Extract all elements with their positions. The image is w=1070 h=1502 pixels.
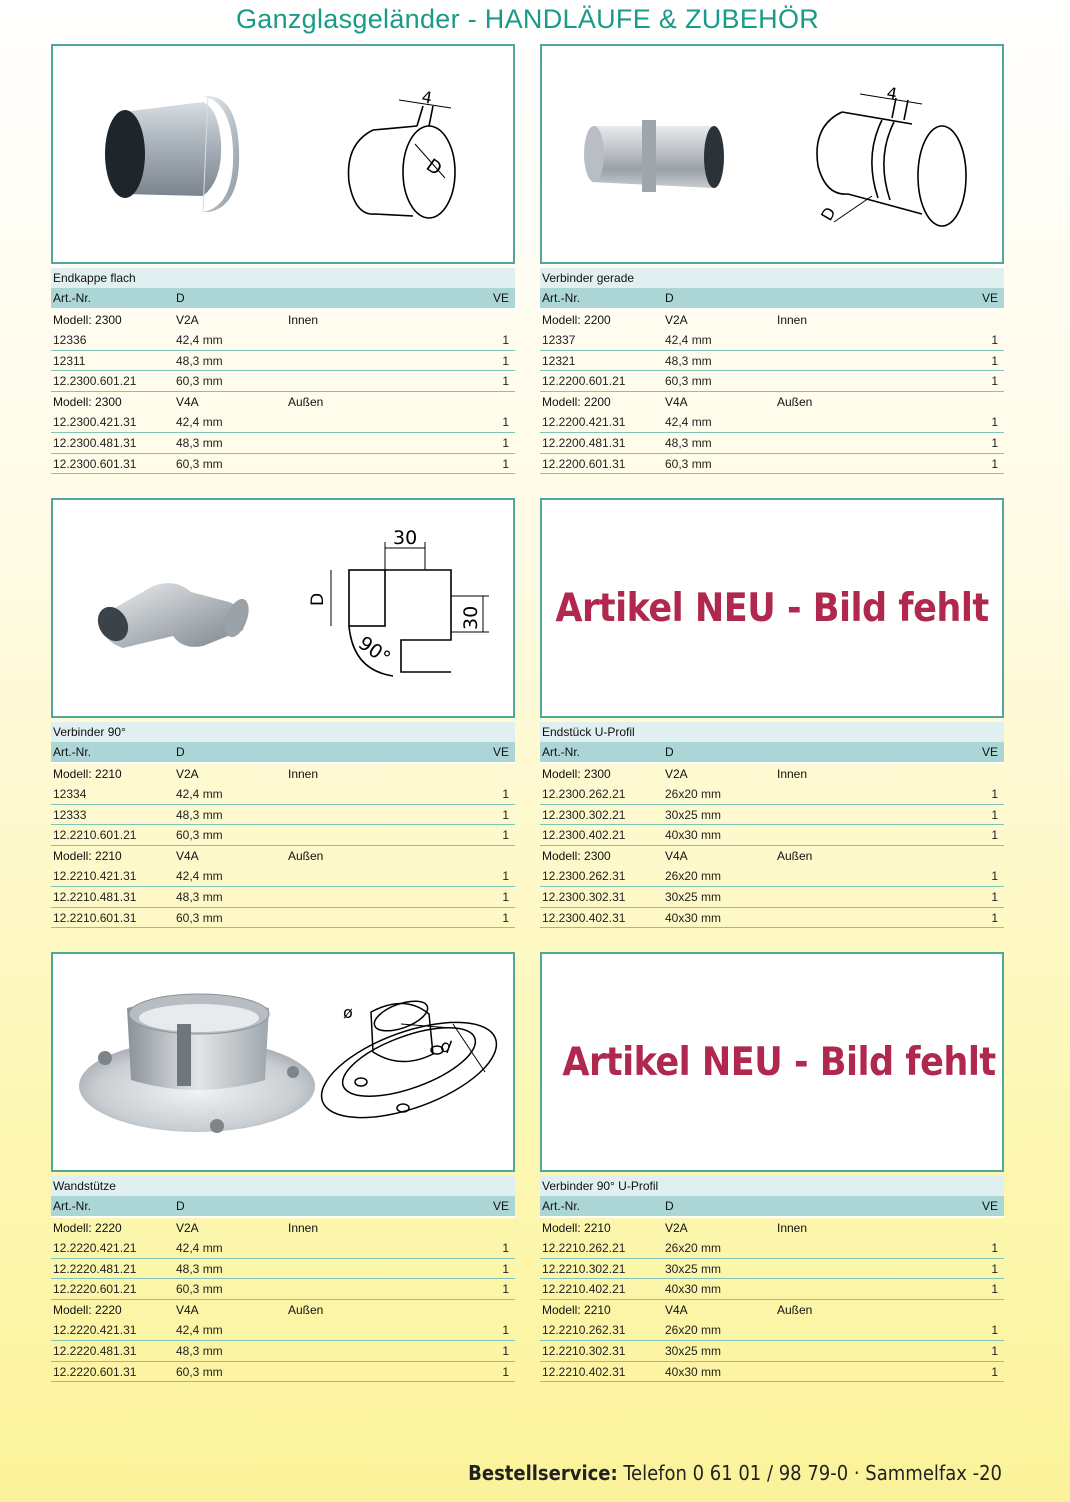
ve: 1 (502, 786, 509, 801)
model-row (51, 1218, 515, 1238)
table-row (540, 371, 1004, 392)
art-nr: 12.2300.262.21 (542, 786, 626, 801)
diameter: 42,4 mm (176, 332, 223, 347)
ve: 1 (502, 353, 509, 368)
ve: 1 (502, 889, 509, 904)
model-name: Modell: 2200 (542, 313, 611, 327)
header-ve: VE (981, 745, 998, 759)
ve: 1 (991, 1322, 998, 1337)
header-art-nr: Art.-Nr. (53, 291, 91, 305)
table-row (540, 1238, 1004, 1259)
product-title: Verbinder 90° U-Profil (540, 1176, 1004, 1196)
material: V4A (176, 395, 199, 410)
model-name: Modell: 2300 (53, 313, 122, 327)
header-d: D (176, 1199, 185, 1213)
header-ve: VE (981, 291, 998, 305)
model-row (540, 846, 1004, 866)
table-row (540, 825, 1004, 846)
model-name: Modell: 2210 (542, 1221, 611, 1235)
diameter: 42,4 mm (176, 1322, 223, 1337)
art-nr: 12321 (542, 353, 576, 368)
end-cap-illustration (53, 46, 513, 262)
ve: 1 (502, 435, 509, 450)
ve: 1 (502, 374, 509, 389)
diameter: 26x20 mm (665, 1240, 722, 1255)
position: Innen (288, 313, 319, 327)
table-row (51, 805, 515, 826)
position: Innen (777, 313, 808, 327)
ve: 1 (991, 889, 998, 904)
ve: 1 (502, 828, 509, 843)
table-row (540, 330, 1004, 351)
table-row (51, 351, 515, 372)
ve: 1 (991, 374, 998, 389)
model-row (51, 764, 515, 784)
ve: 1 (991, 353, 998, 368)
product-card (51, 952, 515, 1382)
position: Außen (288, 395, 324, 410)
position: Außen (777, 849, 813, 864)
position: Außen (777, 1303, 813, 1318)
ve: 1 (502, 868, 509, 883)
art-nr: 12.2200.601.31 (542, 456, 626, 471)
header-d: D (665, 745, 674, 759)
model-row (540, 310, 1004, 330)
header-art-nr: Art.-Nr. (53, 1199, 91, 1213)
ve: 1 (991, 456, 998, 471)
diameter: 60,3 mm (665, 456, 712, 471)
ve: 1 (991, 1261, 998, 1276)
diameter: 42,4 mm (176, 1240, 223, 1255)
diameter: 30x25 mm (665, 1343, 722, 1358)
table-row (540, 1320, 1004, 1341)
dimension-label: D (817, 203, 840, 224)
table-row (51, 908, 515, 929)
art-nr: 12.2220.421.31 (53, 1322, 137, 1337)
diameter: 48,3 mm (665, 353, 712, 368)
table-row (540, 412, 1004, 433)
product-image (540, 44, 1004, 264)
material: V2A (176, 767, 199, 781)
dimension-label: D (422, 154, 446, 181)
ve: 1 (502, 1261, 509, 1276)
art-nr: 12.2300.402.21 (542, 828, 626, 843)
product-title: Verbinder gerade (540, 268, 1004, 288)
header-ve: VE (492, 291, 509, 305)
model-name: Modell: 2220 (53, 1303, 122, 1318)
ve: 1 (502, 456, 509, 471)
table-header (540, 1196, 1004, 1218)
ve: 1 (502, 1240, 509, 1255)
table-row (51, 454, 515, 475)
diameter: 48,3 mm (176, 435, 223, 450)
diameter: 40x30 mm (665, 828, 722, 843)
ve: 1 (991, 807, 998, 822)
material: V2A (176, 1221, 199, 1235)
model-name: Modell: 2300 (542, 767, 611, 781)
ve: 1 (991, 828, 998, 843)
table-header (540, 742, 1004, 764)
diameter: 60,3 mm (176, 910, 223, 925)
dimension-label: 30 (393, 527, 418, 549)
art-nr: 12.2300.421.31 (53, 414, 137, 429)
art-nr: 12.2300.601.21 (53, 374, 137, 389)
material: V2A (665, 1221, 688, 1235)
art-nr: 12.2300.302.31 (542, 889, 626, 904)
art-nr: 12.2220.481.31 (53, 1343, 137, 1358)
header-ve: VE (492, 1199, 509, 1213)
art-nr: 12.2200.421.31 (542, 414, 626, 429)
missing-image-notice: Artikel NEU - Bild fehlt (562, 1039, 996, 1085)
diameter: 48,3 mm (176, 807, 223, 822)
header-art-nr: Art.-Nr. (542, 745, 580, 759)
material: V4A (665, 849, 688, 864)
table-row (51, 825, 515, 846)
material: V2A (176, 313, 199, 327)
art-nr: 12337 (542, 332, 576, 347)
footer-label: Bestellservice: (468, 1461, 618, 1485)
diameter: 30x25 mm (665, 807, 722, 822)
ve: 1 (502, 414, 509, 429)
art-nr: 12333 (53, 807, 87, 822)
ve: 1 (502, 332, 509, 347)
table-row (51, 433, 515, 454)
position: Innen (777, 1221, 808, 1235)
position: Innen (288, 767, 319, 781)
order-service-footer (468, 1461, 1002, 1485)
diameter: 42,4 mm (665, 332, 712, 347)
model-name: Modell: 2210 (53, 849, 122, 864)
product-card (51, 498, 515, 928)
diameter: 48,3 mm (176, 353, 223, 368)
table-row (51, 866, 515, 887)
dimension-label: D (308, 592, 328, 606)
model-row (51, 392, 515, 412)
model-row (51, 1300, 515, 1320)
ve: 1 (502, 1322, 509, 1337)
diameter: 48,3 mm (176, 1261, 223, 1276)
table-row (51, 1279, 515, 1300)
table-row (51, 1341, 515, 1362)
table-row (51, 1362, 515, 1383)
diameter: 48,3 mm (176, 1343, 223, 1358)
straight-connector-illustration (542, 46, 1002, 262)
diameter: 48,3 mm (665, 435, 712, 450)
ve: 1 (991, 1343, 998, 1358)
product-title: Verbinder 90° (51, 722, 515, 742)
elbow-connector-illustration (53, 500, 513, 716)
model-row (540, 1218, 1004, 1238)
art-nr: 12.2300.262.31 (542, 868, 626, 883)
header-d: D (665, 291, 674, 305)
material: V4A (665, 395, 688, 410)
table-header (51, 1196, 515, 1218)
dimension-label: 30 (460, 605, 482, 630)
product-image (540, 952, 1004, 1172)
art-nr: 12.2210.262.21 (542, 1240, 626, 1255)
product-image (51, 498, 515, 718)
ve: 1 (502, 1343, 509, 1358)
art-nr: 12.2210.601.21 (53, 828, 137, 843)
material: V4A (176, 849, 199, 864)
product-title: Wandstütze (51, 1176, 515, 1196)
material: V2A (665, 313, 688, 327)
dimension-label: 90° (354, 632, 395, 670)
header-art-nr: Art.-Nr. (53, 745, 91, 759)
position: Innen (777, 767, 808, 781)
table-header (540, 288, 1004, 310)
art-nr: 12.2200.481.31 (542, 435, 626, 450)
table-row (540, 433, 1004, 454)
table-row (540, 805, 1004, 826)
material: V4A (176, 1303, 199, 1318)
table-row (540, 866, 1004, 887)
model-name: Modell: 2210 (542, 1303, 611, 1318)
art-nr: 12.2210.421.31 (53, 868, 137, 883)
table-row (540, 1341, 1004, 1362)
diameter: 30x25 mm (665, 889, 722, 904)
model-name: Modell: 2300 (542, 849, 611, 864)
table-row (51, 784, 515, 805)
diameter: 60,3 mm (176, 456, 223, 471)
diameter: 48,3 mm (176, 889, 223, 904)
table-row (51, 1320, 515, 1341)
ve: 1 (991, 435, 998, 450)
table-row (540, 351, 1004, 372)
header-d: D (176, 745, 185, 759)
table-row (51, 371, 515, 392)
art-nr: 12334 (53, 786, 87, 801)
dimension-label: 4 (885, 83, 899, 104)
table-row (51, 330, 515, 351)
product-image (51, 952, 515, 1172)
page-title: Ganzglasgeländer - HANDLÄUFE & ZUBEHÖR (235, 4, 820, 34)
material: V4A (665, 1303, 688, 1318)
art-nr: 12.2300.601.31 (53, 456, 137, 471)
diameter: 60,3 mm (665, 374, 712, 389)
ve: 1 (991, 786, 998, 801)
product-title: Endkappe flach (51, 268, 515, 288)
diameter: 26x20 mm (665, 786, 722, 801)
product-card (540, 498, 1004, 928)
table-row (51, 1259, 515, 1280)
diameter: 40x30 mm (665, 910, 722, 925)
diameter: 26x20 mm (665, 1322, 722, 1337)
art-nr: 12.2210.302.21 (542, 1261, 626, 1276)
art-nr: 12336 (53, 332, 87, 347)
product-image (540, 498, 1004, 718)
art-nr: 12.2210.402.31 (542, 1364, 626, 1379)
product-image (51, 44, 515, 264)
model-name: Modell: 2300 (53, 395, 122, 410)
missing-image-notice: Artikel NEU - Bild fehlt (555, 585, 989, 631)
art-nr: 12.2210.262.31 (542, 1322, 626, 1337)
product-card (51, 44, 515, 474)
diameter: 40x30 mm (665, 1364, 722, 1379)
position: Außen (288, 1303, 324, 1318)
product-card (540, 44, 1004, 474)
model-row (51, 846, 515, 866)
header-ve: VE (981, 1199, 998, 1213)
art-nr: 12.2300.402.31 (542, 910, 626, 925)
diameter: 60,3 mm (176, 1364, 223, 1379)
header-d: D (665, 1199, 674, 1213)
table-header (51, 288, 515, 310)
art-nr: 12.2210.601.31 (53, 910, 137, 925)
model-row (51, 310, 515, 330)
material: V2A (665, 767, 688, 781)
diameter: 30x25 mm (665, 1261, 722, 1276)
ve: 1 (502, 1364, 509, 1379)
table-header (51, 742, 515, 764)
art-nr: 12.2210.402.21 (542, 1282, 626, 1297)
art-nr: 12311 (53, 353, 86, 368)
diameter: 42,4 mm (176, 786, 223, 801)
dimension-label: 4 (420, 87, 434, 108)
model-row (540, 392, 1004, 412)
table-row (540, 784, 1004, 805)
art-nr: 12.2220.421.21 (53, 1240, 137, 1255)
ve: 1 (502, 807, 509, 822)
model-name: Modell: 2220 (53, 1221, 122, 1235)
footer-contact: Telefon 0 61 01 / 98 79-0 · Sammelfax -20 (623, 1461, 1002, 1485)
diameter: 40x30 mm (665, 1282, 722, 1297)
table-row (51, 1238, 515, 1259)
ve: 1 (991, 1282, 998, 1297)
table-row (540, 1279, 1004, 1300)
table-row (540, 1259, 1004, 1280)
table-row (540, 1362, 1004, 1383)
ve: 1 (502, 1282, 509, 1297)
ve: 1 (991, 332, 998, 347)
diameter: 26x20 mm (665, 868, 722, 883)
ve: 1 (991, 868, 998, 883)
dimension-label: ø (343, 1003, 353, 1022)
product-card (540, 952, 1004, 1382)
diameter: 42,4 mm (665, 414, 712, 429)
diameter: 42,4 mm (176, 414, 223, 429)
art-nr: 12.2300.481.31 (53, 435, 137, 450)
art-nr: 12.2300.302.21 (542, 807, 626, 822)
ve: 1 (502, 910, 509, 925)
model-row (540, 1300, 1004, 1320)
ve: 1 (991, 414, 998, 429)
table-row (540, 908, 1004, 929)
diameter: 60,3 mm (176, 1282, 223, 1297)
table-row (540, 454, 1004, 475)
ve: 1 (991, 1240, 998, 1255)
position: Innen (288, 1221, 319, 1235)
table-row (51, 887, 515, 908)
header-art-nr: Art.-Nr. (542, 1199, 580, 1213)
dimension-label: d (437, 1035, 455, 1059)
art-nr: 12.2220.601.21 (53, 1282, 137, 1297)
table-row (540, 887, 1004, 908)
ve: 1 (991, 910, 998, 925)
art-nr: 12.2210.302.31 (542, 1343, 626, 1358)
art-nr: 12.2210.481.31 (53, 889, 137, 904)
ve: 1 (991, 1364, 998, 1379)
header-art-nr: Art.-Nr. (542, 291, 580, 305)
diameter: 60,3 mm (176, 374, 223, 389)
header-d: D (176, 291, 185, 305)
product-title: Endstück U-Profil (540, 722, 1004, 742)
art-nr: 12.2220.601.31 (53, 1364, 137, 1379)
table-row (51, 412, 515, 433)
model-row (540, 764, 1004, 784)
model-name: Modell: 2200 (542, 395, 611, 410)
position: Außen (777, 395, 813, 410)
position: Außen (288, 849, 324, 864)
diameter: 60,3 mm (176, 828, 223, 843)
art-nr: 12.2220.481.21 (53, 1261, 137, 1276)
header-ve: VE (492, 745, 509, 759)
diameter: 42,4 mm (176, 868, 223, 883)
model-name: Modell: 2210 (53, 767, 122, 781)
art-nr: 12.2200.601.21 (542, 374, 626, 389)
wall-support-illustration (53, 954, 513, 1170)
